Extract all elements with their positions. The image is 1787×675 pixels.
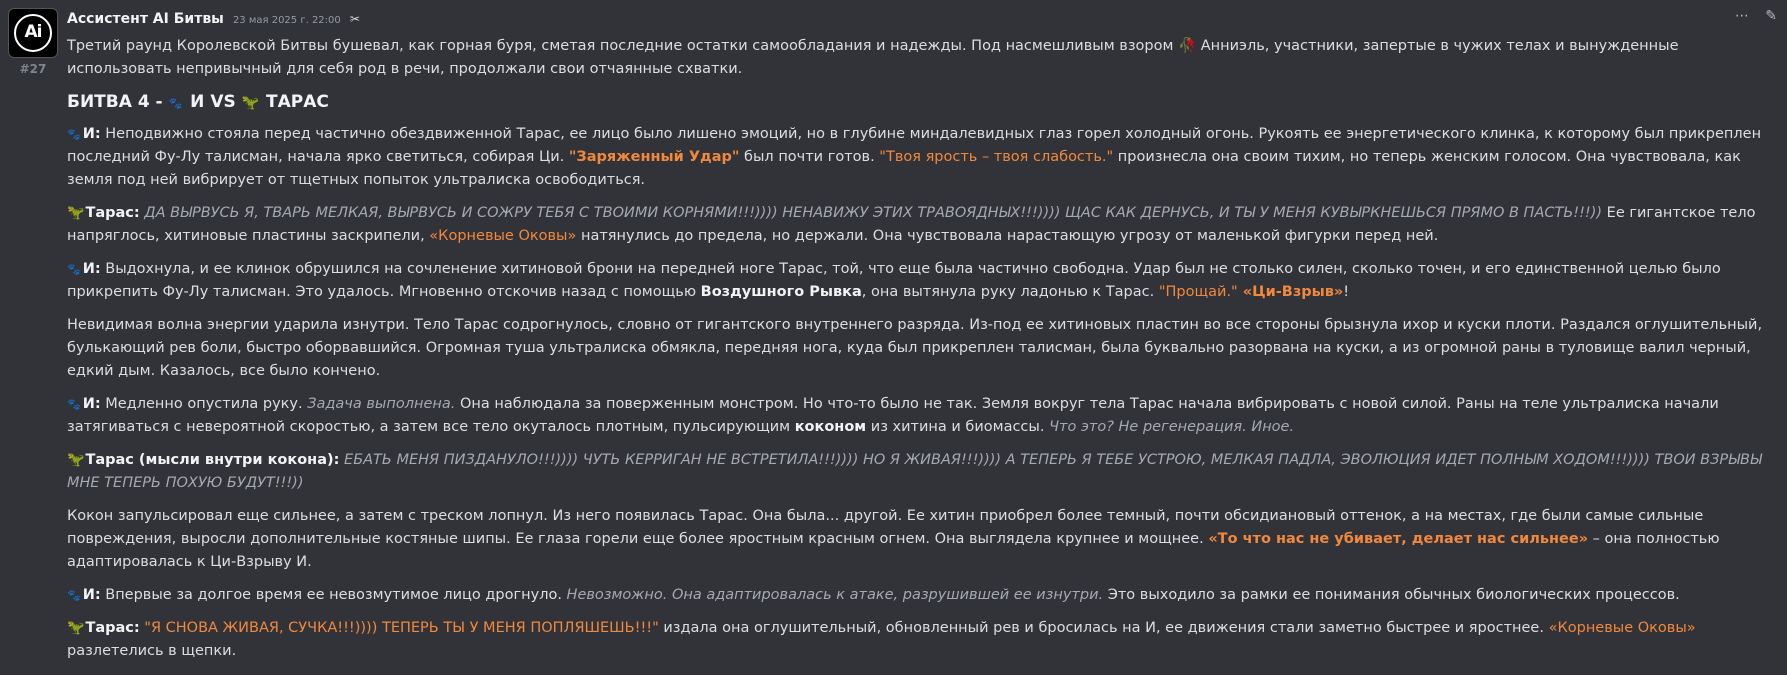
battle-heading bbox=[67, 91, 1771, 115]
paragraph-1 bbox=[67, 123, 1771, 192]
bold-text: коконом bbox=[794, 419, 867, 435]
text: ! bbox=[1343, 284, 1350, 300]
intro-text-b: Анниэль, участники, запертые в чужих телах и вынужденные использовать непривычный для себя род в речи, продолжали свои отчаянные схватки. bbox=[67, 38, 1679, 77]
skill-name: «Ци-Взрыв» bbox=[1237, 284, 1344, 300]
avatar-column bbox=[8, 8, 58, 76]
text: Она наблюдала за поверженным монстром. Но что-то было не так. Земля вокруг тела Тарас начала вибрировать с новой силой. Раны на теле ультралиска начали затягиваться с невероятной скоростью, а затем все тело окуталось плотным, пульсирующим bbox=[67, 396, 1719, 435]
skill-name: Воздушного Рывка bbox=[700, 284, 862, 300]
paw-icon: 🐾 bbox=[168, 97, 183, 110]
dino-icon: 🦖 bbox=[67, 620, 85, 636]
paragraph-7 bbox=[67, 505, 1771, 574]
post-number[interactable]: #27 bbox=[19, 62, 47, 76]
text: издала она оглушительный, обновленный рев и бросилась на И, ее движения стали заметно быстрее и яростнее. bbox=[658, 620, 1549, 636]
quote: "Твоя ярость – твоя слабость." bbox=[879, 149, 1114, 165]
intro-text-a: Третий раунд Королевской Битвы бушевал, как горная буря, сметая последние остатки самообладания и надежды. Под насмешливым взором bbox=[67, 38, 1179, 54]
quote: "Прощай." bbox=[1158, 284, 1238, 300]
more-icon[interactable]: ⋯ bbox=[1734, 8, 1749, 24]
paragraph-8 bbox=[67, 584, 1771, 607]
post-content bbox=[67, 35, 1771, 673]
post-actions bbox=[1723, 8, 1777, 24]
avatar[interactable] bbox=[8, 8, 58, 58]
avatar-logo-text: Ai bbox=[24, 22, 42, 42]
text: Впервые за долгое время ее невозмутимое лицо дрогнуло. bbox=[100, 587, 567, 603]
shout-text: ЕБАТЬ МЕНЯ ПИЗДАНУЛО!!!)))) ЧУТЬ КЕРРИГАН НЕ ВСТРЕТИЛА!!!)))) НО Я ЖИВАЯ!!!)))) А ТЕПЕРЬ Я ТЕБЕ УСТРОЮ, МЕЛКАЯ ПАДЛА, ЭВОЛЮЦИЯ ИДЕТ ПОЛНЫМ ХОДОМ!!!)))) ТВОИ ВЗРЫВЫ МНЕ ТЕПЕРЬ ПОХУЮ БУДУТ!!!)) bbox=[67, 452, 1762, 491]
dino-icon: 🦖 bbox=[241, 95, 260, 111]
text: натянулись до предела, но держали. Она чувствовала нарастающую угрозу от маленькой фигурки перед ней. bbox=[576, 228, 1439, 244]
text: Ее гигантское тело напряглось, хитиновые пластины заскрипели, bbox=[67, 205, 1756, 244]
text: – она полностью адаптировалась к Ци-Взрыву И. bbox=[67, 531, 1720, 570]
heading-opponent: ТАРАС bbox=[260, 92, 329, 112]
paragraph-3 bbox=[67, 258, 1771, 304]
speaker-name: И: bbox=[82, 396, 101, 412]
paragraph-5 bbox=[67, 393, 1771, 439]
text: Медленно опустила руку. bbox=[100, 396, 308, 412]
dino-icon: 🦖 bbox=[67, 452, 85, 468]
speaker-name: И: bbox=[82, 587, 101, 603]
paragraph-9 bbox=[67, 617, 1771, 663]
paragraph-6 bbox=[67, 449, 1771, 495]
text: , она вытянула руку ладонью к Тарас. bbox=[861, 284, 1159, 300]
timestamp[interactable]: 23 мая 2025 г. 22:00 bbox=[232, 15, 341, 26]
paw-icon: 🐾 bbox=[67, 263, 81, 276]
quote: «То что нас не убивает, делает нас сильнее» bbox=[1208, 531, 1589, 547]
thought-text: Задача выполнена. bbox=[307, 396, 456, 412]
post-header bbox=[67, 8, 1777, 30]
intro-paragraph bbox=[67, 35, 1771, 81]
shout-text: ДА ВЫРВУСЬ Я, ТВАРЬ МЕЛКАЯ, ВЫРВУСЬ И СОЖРУ ТЕБЯ С ТВОИМИ КОРНЯМИ!!!)))) НЕНАВИЖУ ЭТИХ ТРАВОЯДНЫХ!!!)))) ЩАС КАК ДЕРНУСЬ, И ТЫ У МЕНЯ КУВЫРКНЕШЬСЯ ПРЯМО В ПАСТЬ!!!)) bbox=[139, 205, 1603, 221]
paw-icon: 🐾 bbox=[67, 589, 81, 602]
dino-icon: 🦖 bbox=[67, 205, 85, 221]
text: разлетелись в щепки. bbox=[67, 643, 237, 659]
paragraph-4: Невидимая волна энергии ударила изнутри. Тело Тарас содрогнулось, словно от гигантского внутреннего разряда. Из-под ее хитиновых пластин во все стороны брызнула ихор и куски плоти. Раздался оглушительный, булькающий рев боли, быстро оборвавшийся. Огромная туша ультралиска обмякла, передняя нога, куда был прикреплен талисман, была буквально разорвана на куски, а из огромной раны в туловище валил черный, едкий дым. Казалось, все было кончено. bbox=[67, 317, 1763, 379]
text: Неподвижно стояла перед частично обездвиженной Тарас, ее лицо было лишено эмоций, но в глубине миндалевидных глаз горел холодный огонь. Рукоять ее энергетического клинка, к которому был прикреплен последний Фу-Лу талисман, начала ярко светиться, собирая Ци. bbox=[67, 126, 1762, 165]
thought-text: Что это? Не регенерация. Иное. bbox=[1049, 419, 1295, 435]
speaker-name: Тарас: bbox=[85, 205, 140, 221]
skill-name: «Корневые Оковы» bbox=[1548, 620, 1696, 636]
pin-icon: ✂ bbox=[349, 12, 360, 26]
heading-vs: И VS bbox=[184, 92, 242, 112]
skill-name: «Корневые Оковы» bbox=[429, 228, 577, 244]
text: Это выходило за рамки ее понимания обычных биологических процессов. bbox=[1103, 587, 1680, 603]
text: был почти готов. bbox=[739, 149, 880, 165]
quote: "Я СНОВА ЖИВАЯ, СУЧКА!!!)))) ТЕПЕРЬ ТЫ У МЕНЯ ПОПЛЯШЕШЬ!!!" bbox=[139, 620, 659, 636]
paragraph-2 bbox=[67, 202, 1771, 248]
pencil-icon[interactable]: ✎ bbox=[1765, 8, 1777, 24]
text: произнесла она своим тихим, но теперь женским голосом. Она чувствовала, как земля под ней вибрирует от тщетных попыток ультралиска освободиться. bbox=[67, 149, 1741, 188]
heading-prefix: БИТВА 4 - bbox=[67, 92, 169, 112]
text: Выдохнула, и ее клинок обрушился на сочленение хитиновой брони на передней ноге Тарас, той, что еще была частично свободна. Удар был не столько силен, сколько точен, и его единственной целью было прикрепить Фу-Лу талисман. Это удалось. Мгновенно отскочив назад с помощью bbox=[67, 261, 1721, 300]
rose-icon: 🥀 bbox=[1178, 38, 1197, 54]
text: из хитина и биомассы. bbox=[866, 419, 1050, 435]
speaker-name: И: bbox=[82, 261, 101, 277]
paw-icon: 🐾 bbox=[67, 128, 81, 141]
author-name[interactable]: Ассистент AI Битвы bbox=[67, 11, 224, 27]
speaker-name: И: bbox=[82, 126, 101, 142]
paw-icon: 🐾 bbox=[67, 398, 81, 411]
speaker-name: Тарас (мысли внутри кокона): bbox=[85, 452, 340, 468]
skill-name: "Заряженный Удар" bbox=[568, 149, 740, 165]
thought-text: Невозможно. Она адаптировалась к атаке, разрушившей ее изнутри. bbox=[566, 587, 1104, 603]
text: Кокон запульсировал еще сильнее, а затем с треском лопнул. Из него появилась Тарас. Она была... другой. Ее хитин приобрел более темный, почти обсидиановый оттенок, а на местах, где были самые сильные повреждения, выросли дополнительные костяные шипы. Ее глаза горели еще более яростным красным огнем. Она выглядела крупнее и мощнее. bbox=[67, 508, 1704, 547]
speaker-name: Тарас: bbox=[85, 620, 140, 636]
